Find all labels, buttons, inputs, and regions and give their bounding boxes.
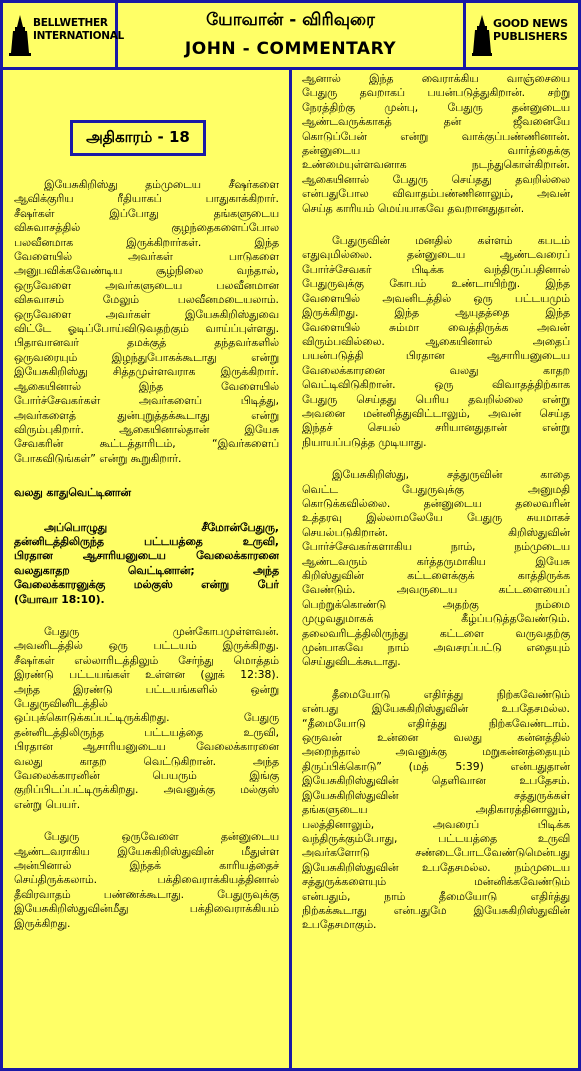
text-line: ஆண்டவரும் கர்த்தருமாகிய இயேசு — [302, 554, 570, 568]
text-line: பிரதான ஆசாரியனுடைய வேலைக்காரனை — [14, 740, 279, 754]
text-line: அனுபவிக்கவேண்டிய சூழ்நிலை வந்தால், — [14, 264, 279, 278]
text-line: போர்ச்சேவகர்களாகிய நாம், நம்முடைய — [302, 540, 570, 554]
bellwether-logo-text — [33, 17, 124, 43]
text-line: பலவீனமாக இருக்கிறார்கள். இந்த — [14, 235, 279, 249]
text-line: இயேசுகிறிஸ்துவின்மீது பக்திவைராக்கியம் — [14, 902, 279, 916]
text-line: எதுவுமில்லை. தன்னுடைய ஆண்டவரைப் — [302, 248, 570, 262]
text-line: பிதாவானவர் தமக்குத் தந்தவர்களில் — [14, 336, 279, 350]
text-line: தீவிரவாதம் பண்ணக்கூடாது. பேதுருவுக்கு — [14, 887, 279, 901]
text-line: குறிப்பிடப்பட்டிருக்கிறது. அவனுக்கு மல்குஸ் — [14, 783, 279, 797]
text-line: வெட்ட பேதுருவுக்கு அனுமதி — [302, 482, 570, 496]
text-line: ஒருவன் உன்னை வலது கன்னத்தில் — [302, 731, 570, 745]
text-line: பேதுருவினிடத்தில் — [14, 697, 108, 710]
text-line: தங்களுடைய அதிகாரத்தினாலும், — [302, 803, 570, 817]
good-news-logo-line2: PUBLISHERS — [493, 30, 568, 43]
text-line: அப்பொழுது சீமோன்பேதுரு, — [44, 520, 279, 534]
subheading: வலது காதுவெட்டினான் — [14, 486, 131, 500]
text-line: வேலைக்காரனை வலது காதற — [302, 363, 570, 377]
text-line: ஆண்டவராகிய இயேசுகிறிஸ்துவின் மீதுள்ள — [14, 844, 279, 858]
left-paragraph-2 — [14, 625, 279, 812]
right-column — [302, 72, 570, 943]
text-line: அவர்களைத் துன்புறுத்தக்கூடாது என்று — [14, 408, 279, 422]
bellwether-logo — [3, 3, 124, 67]
text-line: பேதுரு செய்தது பெரிய தவறில்லை என்று — [302, 392, 570, 406]
text-line: பேதுரு முன்கோபமுள்ளவன். — [44, 624, 279, 638]
text-line: தீமையோடு எதிர்த்து நிற்கவேண்டும் — [332, 687, 570, 701]
text-line: என்பதும், நாம் தீமையோடு எதிர்த்து — [302, 889, 570, 903]
verse-quote — [14, 521, 279, 607]
left-paragraph-3 — [14, 830, 279, 931]
column-divider — [289, 67, 292, 1068]
text-line: இயேசுகிறிஸ்துவின் சத்துருக்கள் — [302, 788, 570, 802]
text-line: நேரத்திற்கு முன்பு, பேதுரு தன்னுடைய — [302, 100, 570, 114]
text-line: கொடுக்கவில்லை. தன்னுடைய தலைவரின் — [302, 496, 570, 510]
text-line: செயல்படுகிறான். கிறிஸ்துவின் — [302, 525, 570, 539]
text-line: அறைந்தால் அவனுக்கு மறுகன்னத்தையும் — [302, 745, 570, 759]
text-line: இந்தச் செயல் சரியானதுதான் என்று — [302, 421, 570, 435]
text-line: ஒருவேளை அவர்கள் இயேசுகிறிஸ்துவை — [14, 307, 279, 321]
text-line: அவனிடத்தில் ஒரு பட்டயம் இருக்கிறது. — [14, 639, 279, 653]
right-paragraph-2 — [302, 234, 570, 450]
right-paragraph-1 — [302, 72, 570, 216]
text-line: பேதுருவின் மனதில் கள்ளம் கபடம் — [332, 234, 570, 248]
text-line: ஆவிக்குரிய ரீதியாகப் பாதுகாக்கிறார். — [14, 192, 279, 206]
right-paragraph-4 — [302, 688, 570, 933]
text-line: என்று பெயர். — [14, 797, 81, 811]
page-header — [3, 3, 578, 70]
chapter-label: அதிகாரம் - 18 — [70, 120, 206, 156]
text-line: அந்த இரண்டு பட்டயங்களில் ஒன்று — [14, 682, 279, 696]
title-english: JOHN - COMMENTARY — [184, 39, 397, 59]
text-line: (யோவா 18:10). — [14, 592, 105, 606]
text-line: வலதுகாதற வெட்டினான்; அந்த — [14, 563, 279, 577]
text-line: அன்பினால் இந்தக் காரியத்தைச் — [14, 859, 279, 873]
text-line: பேதுருவுக்கு கோபம் உண்டாயிற்று. இந்த — [302, 277, 570, 291]
text-line: ஆகையினால் இந்த வேளையில் — [14, 379, 279, 393]
left-column — [14, 72, 279, 941]
text-line: ஒருவரையும் இழந்துபோகக்கூடாது என்று — [14, 350, 279, 364]
text-line: இயேசுகிறிஸ்துவின் தெளிவான உபதேசம். — [302, 774, 570, 788]
text-line: அவனை மன்னித்துவிட்டாலும், அவன் செய்த — [302, 406, 570, 420]
text-line: இருக்கிறது. இந்த ஆயுதத்தை இந்த — [302, 306, 570, 320]
text-line: ஒருவேளை அவர்களுடைய பலவீனமான — [14, 278, 279, 292]
bellwether-emblem-icon — [9, 13, 31, 57]
text-line: பயன்படுத்தி பிரதான ஆசாரியனுடைய — [302, 349, 570, 363]
text-line: நியாயப்படுத்த முடியாது. — [302, 435, 427, 449]
good-news-emblem-icon — [472, 13, 492, 57]
text-line: “தீமையோடு எதிர்த்து நிற்கவேண்டாம். — [302, 716, 570, 730]
left-paragraph-1 — [14, 178, 279, 466]
text-line: பிரதான ஆசாரியனுடைய வேலைக்காரனை — [14, 549, 279, 563]
text-line: செய்த காரியம் மெய்யாகவே தவறானதுதான். — [302, 201, 525, 215]
text-line: வெட்டிவிடுகிறான். ஒரு விவாதத்திற்காக — [302, 378, 570, 392]
text-line: ஒப்புக்கொடுக்கப்பட்டிருக்கிறது. பேதுரு — [14, 711, 279, 725]
text-line: இயேசுகிறிஸ்துவின் உபதேசமல்ல. நம்முடைய — [302, 860, 570, 874]
text-line: ஆனால் இந்த வைராக்கிய வாஞ்சையை — [302, 72, 570, 85]
text-line: முன்பாகவே நாம் அவசரப்பட்டு எதையும் — [302, 641, 570, 655]
text-line: விரும்பவில்லை. ஆகையினால் அதைப் — [302, 334, 570, 348]
text-line: இயேசுகிறிஸ்து சித்தமுள்ளவராக இருக்கிறார். — [14, 365, 279, 379]
text-line: தலைவரிடத்திலிருந்து கட்டளை வருவதற்கு — [302, 626, 570, 640]
text-line: ஆகையினால் பேதுரு செய்தது தவறில்லை — [302, 172, 570, 186]
text-line: சீஷர்கள் எல்லாரிடத்திலும் சேர்ந்து மொத்தம் — [14, 653, 279, 667]
bellwether-logo-line2: INTERNATIONAL — [33, 30, 124, 42]
text-line: என்பது இயேசுகிறிஸ்துவின் உபதேசமல்ல. — [302, 702, 570, 716]
text-line: இயேசுகிறிஸ்து, சத்துருவின் காதை — [332, 468, 570, 482]
text-line: விரும்புகிறார். ஆகையினால்தான் இயேசு — [14, 422, 279, 436]
text-line: இருக்கிறது. — [14, 916, 71, 930]
text-line: தன்னுடைய வார்த்தைக்கு — [302, 144, 570, 158]
text-line: செய்துவிடக்கூடாது. — [302, 655, 401, 669]
text-line: தன்னிடத்திலிருந்த பட்டயத்தை உருவி, — [14, 725, 279, 739]
text-line: வலது காதற வெட்டுகிறான். அந்த — [14, 754, 279, 768]
text-line: தன்னிடத்திலிருந்த பட்டயத்தை உருவி, — [14, 534, 279, 548]
text-line: சீஷர்கள் இப்போது தங்களுடைய — [14, 206, 279, 220]
text-line: ஆண்டவருக்காகத் தன் ஜீவனையே — [302, 115, 570, 129]
good-news-logo — [463, 3, 578, 67]
text-line: கொடுப்பேன் என்று வாக்குப்பண்ணினான். — [302, 129, 570, 143]
text-line: வேளையில் அவனிடத்தில் ஒரு பட்டயமும் — [302, 291, 570, 305]
text-line: உபதேசமாகும். — [302, 918, 377, 932]
text-line: பேதுரு ஒருவேளை தன்னுடைய — [44, 830, 279, 844]
text-line: வேலைக்காரனுக்கு மல்குஸ் என்று பேர் — [14, 578, 279, 592]
text-line: முழுவதுமாகக் கீழ்ப்படுத்தவேண்டும். — [302, 612, 570, 626]
text-line: இரண்டு பட்டயங்கள் உள்ளன (லூக் 12:38). — [14, 668, 279, 682]
text-line: உத்தரவு இல்லாமலேயே பேதுரு சுயமாகச் — [302, 511, 570, 525]
text-line: திருப்பிக்கொடு” (மத் 5:39) என்பதுதான் — [302, 759, 570, 773]
text-line: பேதுரு தவறாகப் பயன்படுத்துகிறான். சற்று — [302, 86, 570, 100]
text-line: இயேசுகிறிஸ்து தம்முடைய சீஷர்களை — [44, 178, 279, 191]
text-line: உண்மையுள்ளவனாக நடந்துகொள்கிறான். — [302, 158, 570, 172]
title-tamil: யோவான் - விரிவுரை — [206, 10, 375, 30]
text-line: அவர்களோடு சண்டைபோடவேண்டுமென்பது — [302, 846, 570, 860]
text-line: வந்திருக்கும்போது, பட்டயத்தை உருவி — [302, 831, 570, 845]
text-line: பெற்றுக்கொண்டு அதற்கு நம்மை — [302, 597, 570, 611]
text-line: போர்ச்சேவகர் பிடிக்க வந்திருப்பதினால் — [302, 262, 570, 276]
right-paragraph-3 — [302, 468, 570, 670]
text-line: வேலைக்காரனின் பெயரும் இங்கு — [14, 769, 279, 783]
text-line: வேளையில் சும்மா வைத்திருக்க அவன் — [302, 320, 570, 334]
bellwether-logo-line1: BELLWETHER — [33, 17, 108, 29]
text-line: சத்துருக்களையும் மன்னிக்கவேண்டும் — [302, 875, 570, 889]
text-line: வேண்டும். அவருடைய கட்டளையைப் — [302, 583, 570, 597]
text-line: போகவிடுங்கள்” என்று கூறுகிறார். — [14, 451, 182, 465]
text-line: சேவகரின் கூட்டத்தாரிடம், “இவர்களைப் — [14, 437, 279, 451]
text-line: செய்திருக்கலாம். பக்திவைராக்கியத்தினால் — [14, 873, 279, 887]
text-line: விட்டே ஓடிப்போய்விடுவதற்கும் வாய்ப்புள்ளது. — [14, 322, 279, 336]
text-line: விசுவாசத்தில் குழந்தைகளைப்போல — [14, 221, 279, 235]
text-line: விசுவாசம் மேலும் பலவீனமடையலாம். — [14, 293, 279, 307]
text-line: நிற்கக்கூடாது என்பதுமே இயேசுகிறிஸ்துவின் — [302, 903, 570, 917]
good-news-logo-text — [493, 17, 568, 43]
text-line: கிறிஸ்துவின் கட்டளைக்குக் காத்திருக்க — [302, 569, 570, 582]
good-news-logo-line1: GOOD NEWS — [493, 17, 568, 30]
text-line: என்பதுபோல விவாதம்பண்ணினாலும், அவன் — [302, 187, 570, 201]
text-line: போர்ச்சேவகர்கள் அவர்களைப் பிடித்து, — [14, 394, 279, 408]
title-block — [121, 3, 460, 67]
text-line: வேளையில் அவர்கள் பாடுகளை — [14, 250, 279, 264]
text-line: பலத்தினாலும், அவரைப் பிடிக்க — [302, 817, 570, 831]
